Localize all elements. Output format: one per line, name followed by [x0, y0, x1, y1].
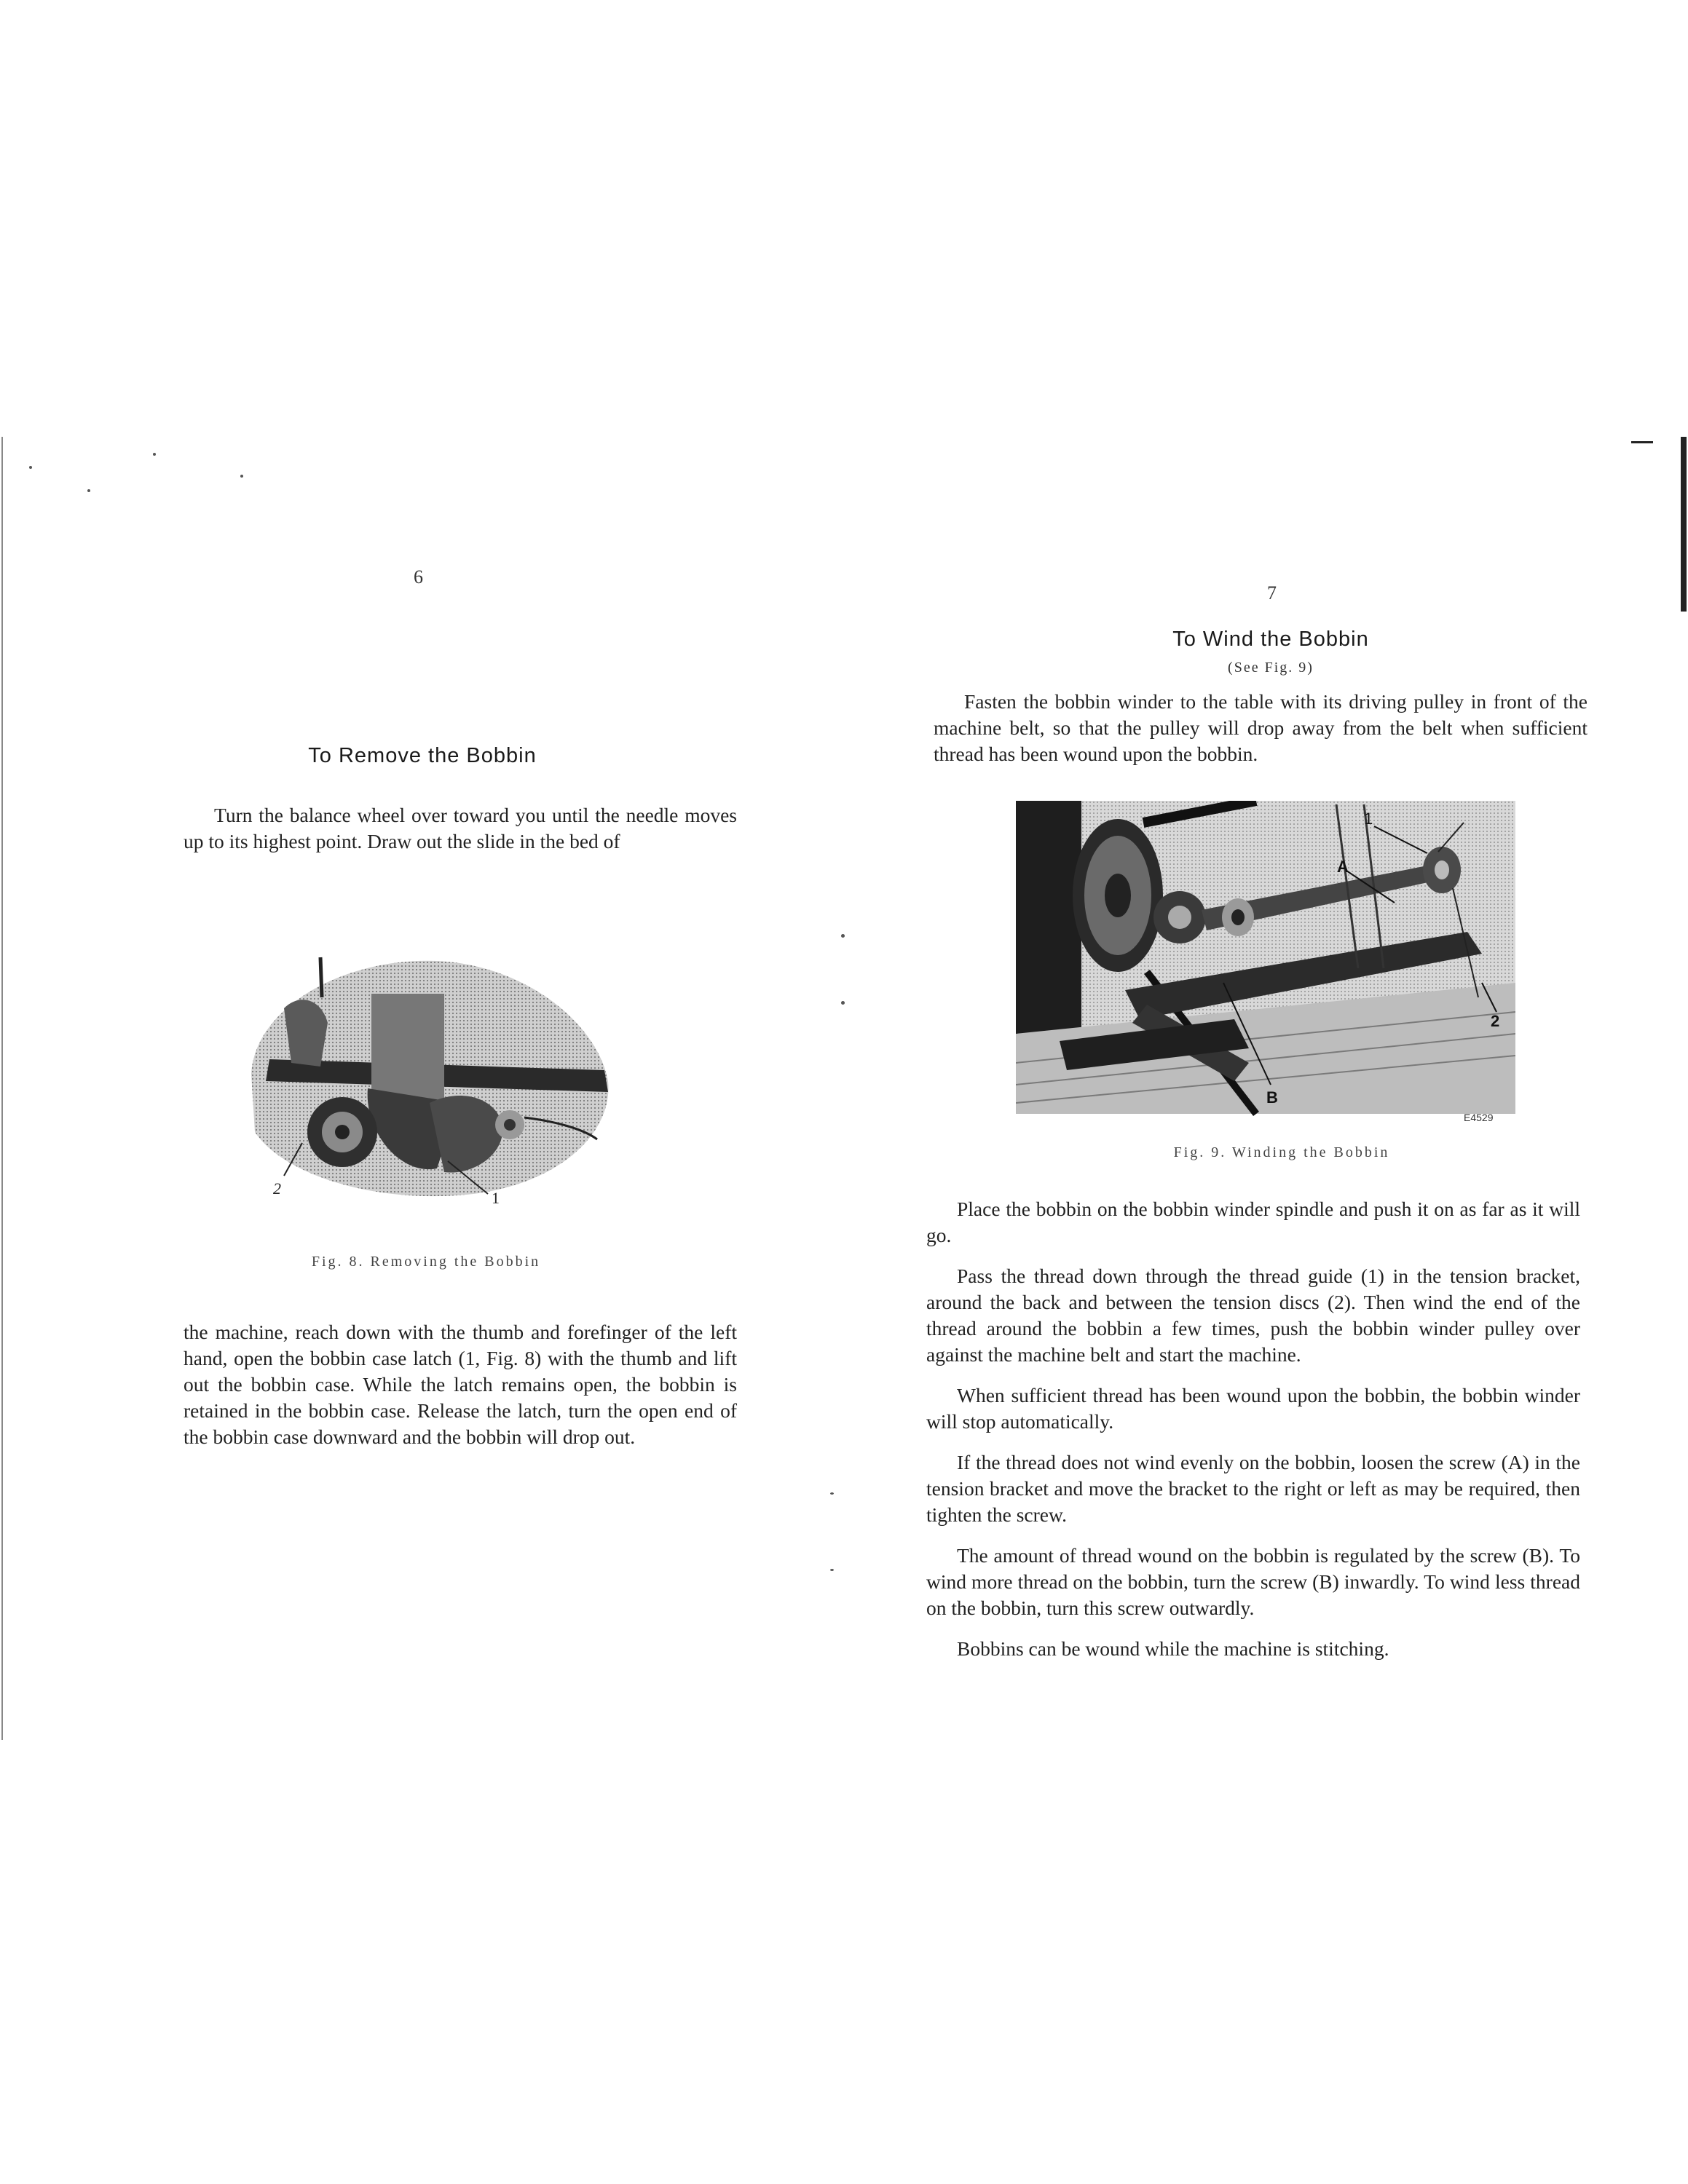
left-page-heading: To Remove the Bobbin — [308, 744, 537, 767]
scan-speck — [29, 466, 32, 469]
fig9-callout-2: 2 — [1491, 1012, 1500, 1030]
right-para-auto-stop: When sufficient thread has been wound upon the bobbin, the bobbin winder will stop automatically. — [926, 1384, 1580, 1433]
right-para-place-bobbin: Place the bobbin on the bobbin winder spindle and push it on as far as it will go. — [926, 1198, 1580, 1246]
fig9-callout-b: B — [1266, 1088, 1278, 1107]
right-page-heading: To Wind the Bobbin — [1172, 628, 1369, 651]
scan-speck — [841, 1001, 845, 1005]
scan-speck — [87, 489, 90, 492]
right-page-subheading: (See Fig. 9) — [1228, 660, 1314, 676]
left-page-number: 6 — [414, 566, 423, 587]
scan-speck — [240, 475, 243, 478]
fig8-callout-1: 1 — [492, 1189, 500, 1205]
fig9-callout-1: 1 — [1364, 810, 1373, 828]
fig9-plate-code: E4529 — [1464, 1112, 1494, 1123]
figure-8-removing-bobbin — [240, 943, 619, 1205]
left-para-continued: the machine, reach down with the thumb and forefinger of the left hand, open the bobbin case latch (1, Fig. 8) with the thumb and lift out the bobbin case. While the latch remains open, the bobbin is retained in the bobbin case. Release the latch, turn the open end of the bobbin case downward and the bobbin will drop out. — [184, 1321, 737, 1448]
fig9-callout-a: A — [1337, 858, 1349, 876]
right-para-screw-a: If the thread does not wind evenly on the bobbin, loosen the screw (A) in the tension bracket and move the bracket to the right or left as may be required, then tighten the screw. — [926, 1451, 1580, 1526]
left-para-intro: Turn the balance wheel over toward you until the needle moves up to its highest point. Draw out the slide in the bed of — [184, 804, 737, 852]
right-para-intro: Fasten the bobbin winder to the table with its driving pulley in front of the machine belt, so that the pulley will drop away from the belt when sufficient thread has been wound upon the bobbin. — [934, 690, 1588, 765]
right-para-while-stitching: Bobbins can be wound while the machine is stitching. — [957, 1637, 1389, 1660]
scan-speck — [830, 1569, 834, 1571]
right-page-number: 7 — [1267, 582, 1277, 604]
right-scan-tick — [1631, 441, 1653, 443]
fig8-callout-2: 2 — [273, 1179, 281, 1198]
right-para-screw-b: The amount of thread wound on the bobbin is regulated by the screw (B). To wind more thread on the bobbin, turn the screw (B) inwardly. To wind less thread on the bobbin, turn this screw outwardly. — [926, 1544, 1580, 1619]
left-scan-edge — [1, 437, 3, 1740]
figure-9-winding-bobbin — [1016, 801, 1515, 1131]
scan-speck — [153, 453, 156, 456]
scan-speck — [830, 1492, 834, 1495]
right-scan-edge — [1681, 437, 1687, 612]
figure-9-caption: Fig. 9. Winding the Bobbin — [1173, 1144, 1390, 1160]
figure-8-caption: Fig. 8. Removing the Bobbin — [311, 1254, 541, 1270]
right-page-body — [926, 1196, 1580, 1662]
scan-speck — [841, 934, 845, 938]
right-para-thread-path: Pass the thread down through the thread guide (1) in the tension bracket, around the back and between the tension discs (2). Then wind the end of the thread around the bobbin a few times, push the bobbin winder pulley over against the machine belt and start the machine. — [926, 1265, 1580, 1366]
